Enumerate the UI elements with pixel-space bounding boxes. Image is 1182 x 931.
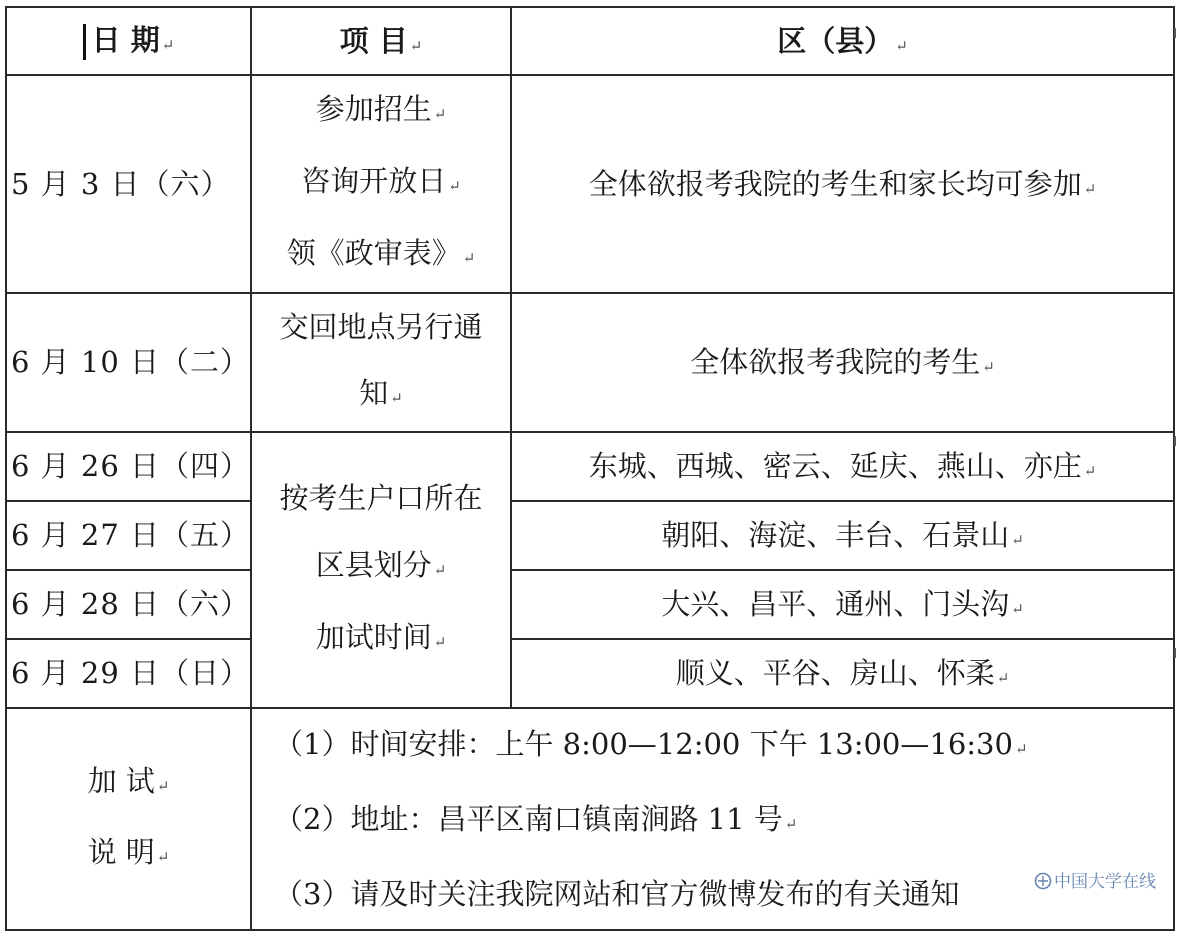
- district-cell: 全体欲报考我院的考生 ↵: [511, 293, 1174, 432]
- table-row: [6, 293, 1174, 432]
- text-cursor: [83, 24, 86, 60]
- district-cell: 顺义、平谷、房山、怀柔 ↵: [511, 639, 1174, 708]
- district-cell: 全体欲报考我院的考生和家长均可参加 ↵: [511, 75, 1174, 293]
- admission-schedule-table: [5, 6, 1175, 931]
- date-cell: 6 月 10 日（二）: [6, 293, 251, 432]
- table-row: [6, 75, 1174, 293]
- margin-tick: [1174, 28, 1180, 38]
- header-date: 日 期 ↵: [6, 7, 251, 75]
- notes-label-cell: 加 试 ↵ 说 明 ↵: [6, 708, 251, 930]
- watermark: 中国大学在线: [1034, 867, 1156, 892]
- item-cell: 交回地点另行通 知 ↵: [251, 293, 511, 432]
- note-item: （2）地址：昌平区南口镇南涧路 11 号 ↵: [274, 802, 798, 836]
- table-row: [6, 570, 1174, 639]
- logo-icon: [1034, 872, 1052, 890]
- margin-tick: [1174, 648, 1180, 658]
- date-cell: 5 月 3 日（六）: [6, 75, 251, 293]
- district-cell: 东城、西城、密云、延庆、燕山、亦庄 ↵: [511, 432, 1174, 501]
- header-item: 项 目 ↵: [251, 7, 511, 75]
- header-row: [6, 7, 1174, 75]
- date-cell: 6 月 27 日（五）: [6, 501, 251, 570]
- note-item: （1）时间安排：上午 8:00—12:00 下午 13:00—16:30 ↵: [274, 727, 1028, 761]
- date-cell: 6 月 28 日（六）: [6, 570, 251, 639]
- item-cell: 参加招生 ↵ 咨询开放日 ↵ 领《政审表》 ↵: [251, 75, 511, 293]
- table-row: [6, 501, 1174, 570]
- table-row: [6, 639, 1174, 708]
- date-cell: 6 月 26 日（四）: [6, 432, 251, 501]
- margin-tick: [1174, 436, 1180, 446]
- header-district: 区（县） ↵: [511, 7, 1174, 75]
- district-cell: 朝阳、海淀、丰台、石景山 ↵: [511, 501, 1174, 570]
- district-cell: 大兴、昌平、通州、门头沟 ↵: [511, 570, 1174, 639]
- merged-item-cell: 按考生户口所在 区县划分 ↵ 加试时间 ↵: [251, 432, 511, 708]
- notes-row: [6, 708, 1174, 930]
- notes-content-cell: [251, 708, 1174, 930]
- date-cell: 6 月 29 日（日）: [6, 639, 251, 708]
- note-item: （3）请及时关注我院网站和官方微博发布的有关通知: [274, 877, 960, 911]
- table-row: [6, 432, 1174, 501]
